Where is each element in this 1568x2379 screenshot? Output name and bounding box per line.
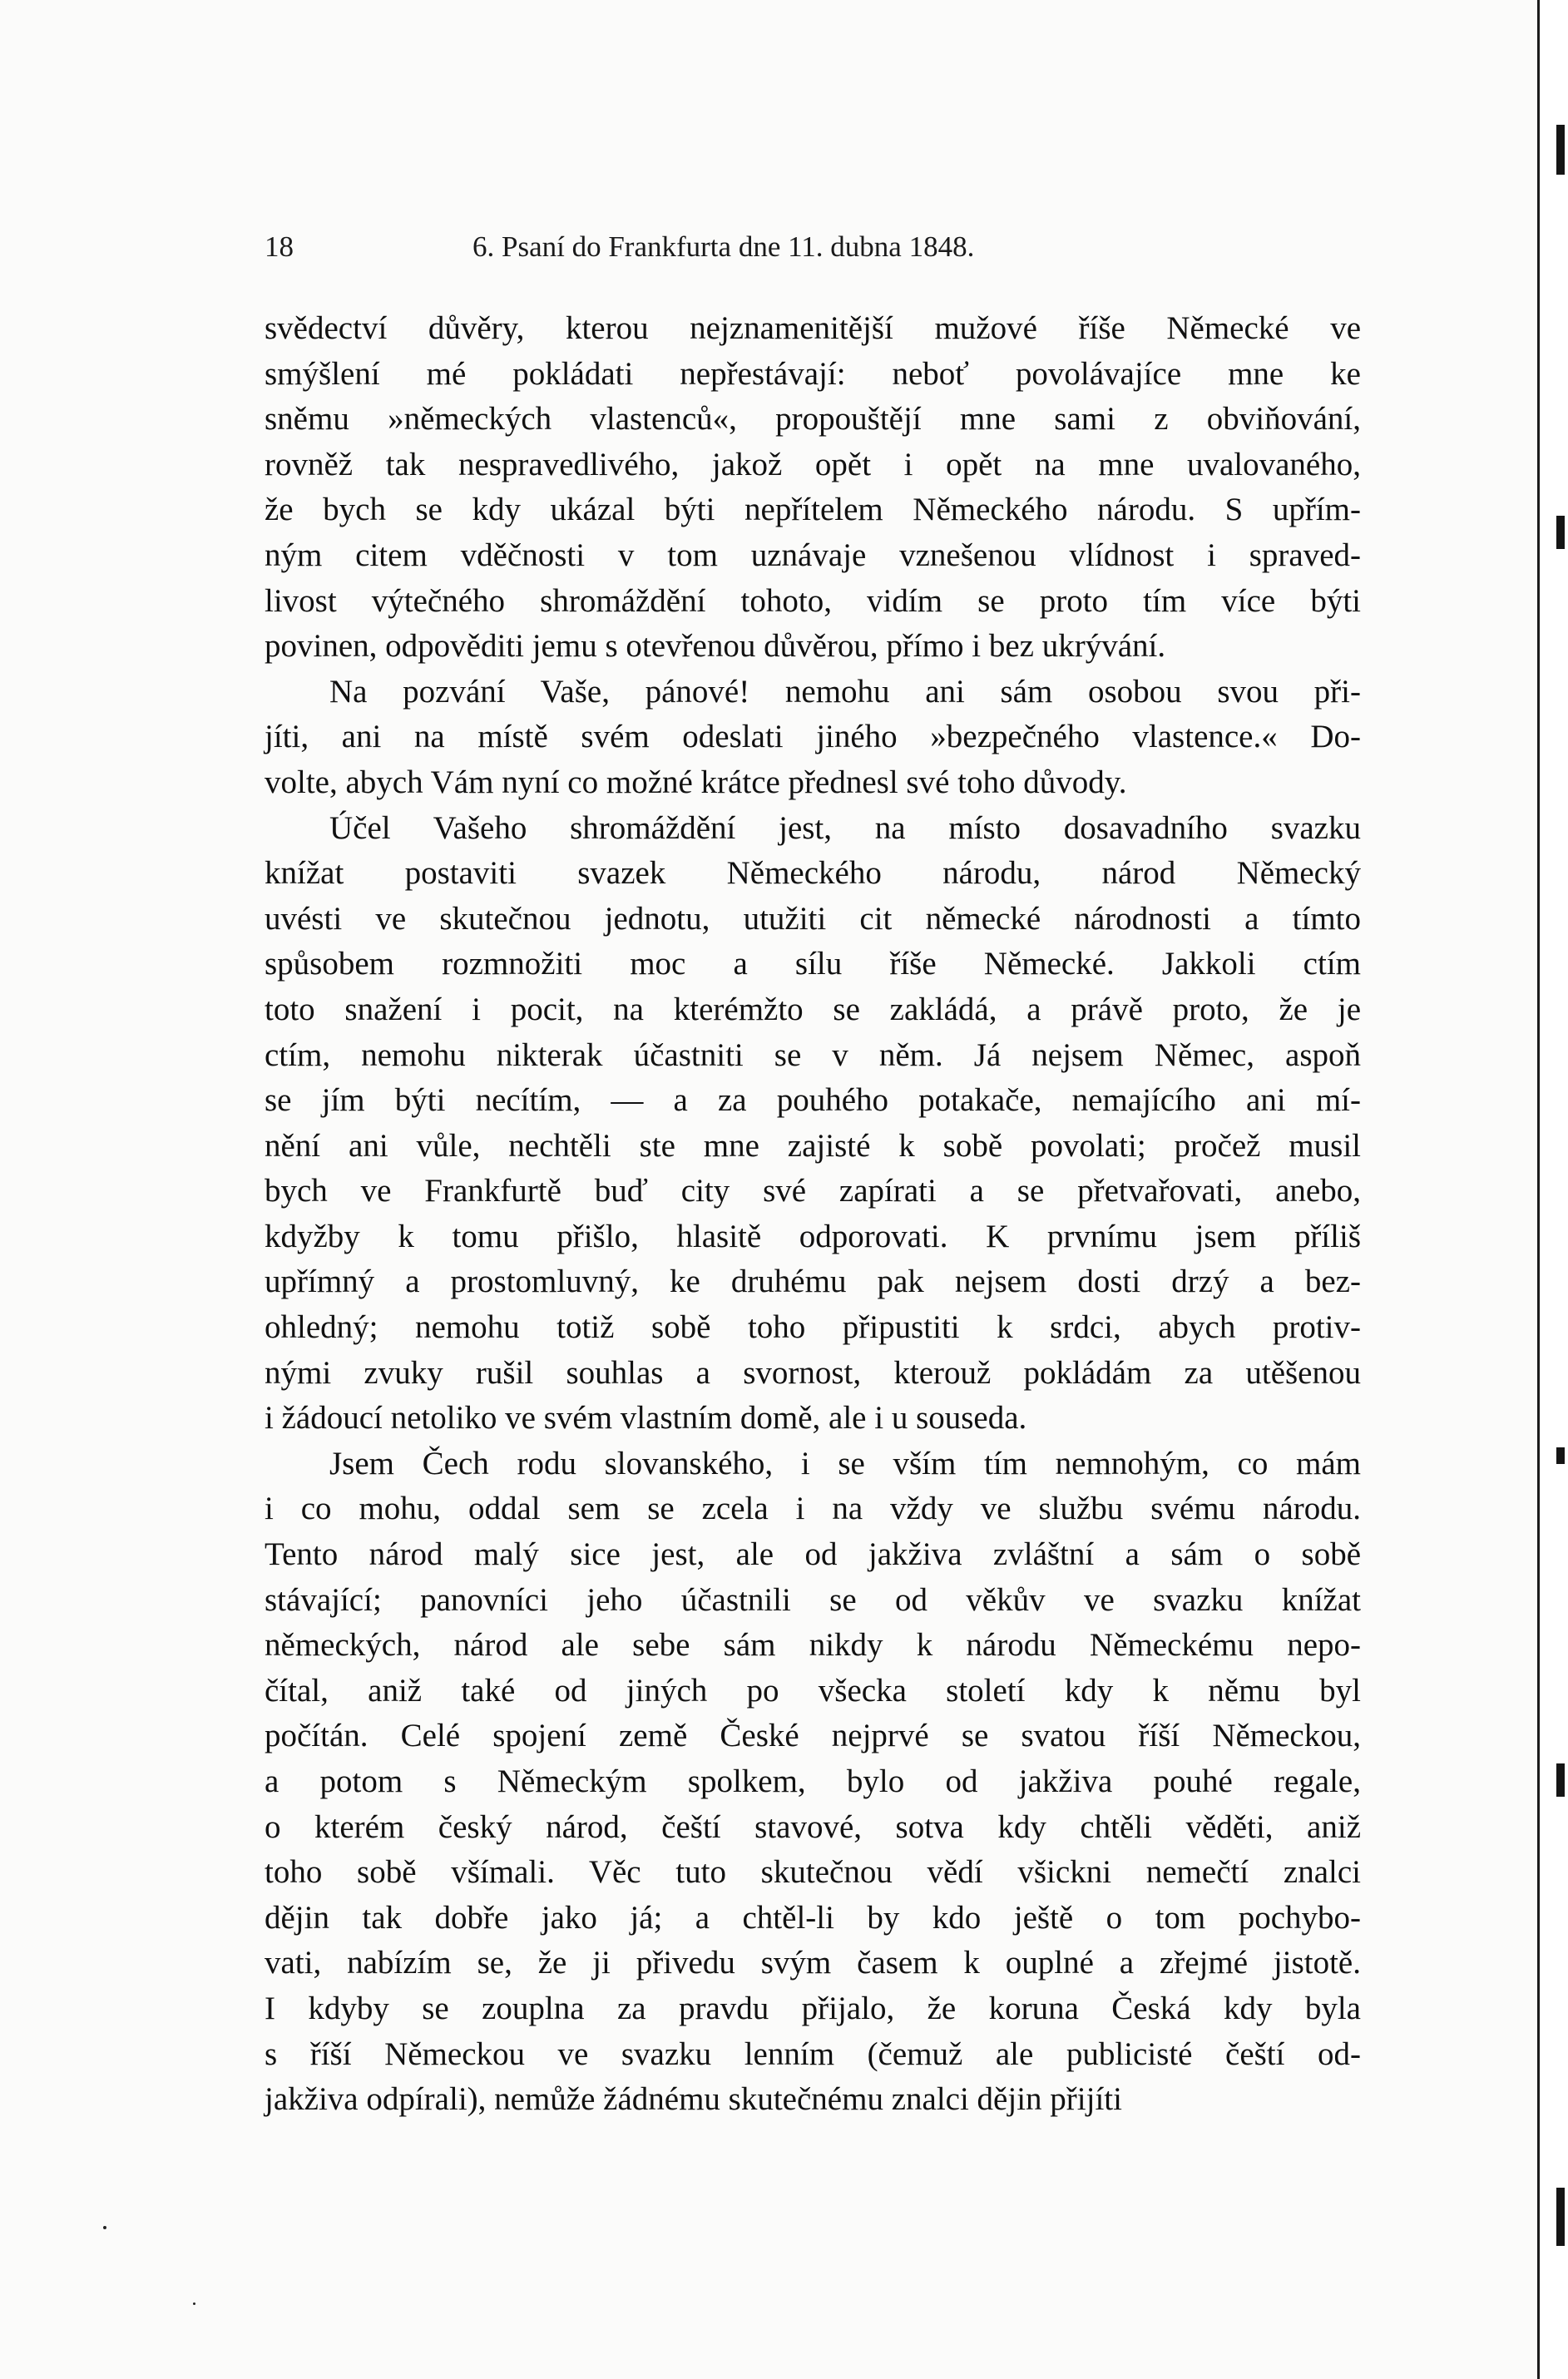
text-line: Na pozvání Vaše, pánové! nemohu ani sám osobou svou při- (329, 673, 1361, 710)
text-line: uvésti ve skutečnou jednotu, utužiti cit německé národnosti a tímto (265, 900, 1361, 937)
edge-mark (1556, 516, 1565, 549)
text-line: ohledný; nemohu totiž sobě toho připustiti k srdci, abych protiv- (265, 1309, 1361, 1346)
text-line: livost výtečného shromáždění tohoto, vidím se proto tím více býti (265, 582, 1361, 619)
paragraph (265, 306, 1361, 670)
text-line: počítán. Celé spojení země České nejprvé se svatou říší Německou, (265, 1718, 1361, 1754)
text-line: s říší Německou ve svazku lenním (čemuž ale publicisté čeští od- (265, 2035, 1361, 2072)
paragraph (265, 670, 1361, 806)
text-line: dějin tak dobře jako já; a chtěl-li by kdo ještě o tom pochybo- (265, 1899, 1361, 1936)
text-line: se jím býti necítím, — a za pouhého potakače, nemajícího ani mí- (265, 1082, 1361, 1119)
edge-mark (1556, 1447, 1565, 1464)
text-line: toto snažení i pocit, na kterémžto se zakládá, a právě proto, že je (265, 991, 1361, 1027)
text-line: sněmu »německých vlastenců«, propouštějí mne sami z obviňování, (265, 401, 1361, 438)
running-head (265, 230, 1146, 272)
speck (103, 2226, 106, 2229)
text-line: čítal, aniž také od jiných po všecka století kdy k němu byl (265, 1672, 1361, 1709)
text-line: ctím, nemohu nikterak účastniti se v něm. Já nejsem Němec, aspoň (265, 1036, 1361, 1073)
text-line: knížat postaviti svazek Německého národu, národ Německý (265, 855, 1361, 892)
text-line: I kdyby se zouplna za pravdu přijalo, že koruna Česká kdy byla (265, 1990, 1361, 2026)
text-line: toho sobě všímali. Věc tuto skutečnou vědí všickni nemečtí znalci (265, 1854, 1361, 1891)
text-line: jíti, ani na místě svém odeslati jiného »bezpečného vlastence.« Do- (265, 719, 1361, 755)
text-line: vati, nabízím se, že ji přivedu svým časem k ouplné a zřejmé jistotě. (265, 1945, 1361, 1981)
paragraph (265, 1442, 1361, 2123)
chapter-title: 6. Psaní do Frankfurta dne 11. dubna 1848. (472, 230, 975, 263)
page-number: 18 (265, 230, 294, 263)
text-line: Účel Vašeho shromáždění jest, na místo dosavadního svazku (329, 809, 1361, 846)
text-line: i žádoucí netoliko ve svém vlastním domě, ale i u souseda. (265, 1400, 1027, 1437)
edge-mark (1556, 125, 1565, 175)
text-line: spůsobem rozmnožiti moc a sílu říše Německé. Jakkoli ctím (265, 946, 1361, 982)
text-line: svědectví důvěry, kterou nejznamenitější mužové říše Německé ve (265, 310, 1361, 346)
text-line: bych ve Frankfurtě buď city své zapírati a se přetvařovati, anebo, (265, 1173, 1361, 1209)
text-line: upřímný a prostomluvný, ke druhému pak nejsem dosti drzý a bez- (265, 1264, 1361, 1300)
text-line: o kterém český národ, čeští stavové, sotva kdy chtěli věděti, aniž (265, 1808, 1361, 1845)
body-text (265, 306, 1361, 2123)
text-line: a potom s Německým spolkem, bylo od jakživa pouhé regale, (265, 1763, 1361, 1799)
text-line: jakživa odpírali), nemůže žádnému skutečnému znalci dějin přijíti (265, 2081, 1122, 2118)
text-line: rovněž tak nespravedlivého, jakož opět i opět na mne uvalovaného, (265, 446, 1361, 482)
text-line: smýšlení mé pokládati nepřestávají: neboť povolávajíce mne ke (265, 355, 1361, 392)
text-line: volte, abych Vám nyní co možné krátce přednesl své toho důvody. (265, 764, 1127, 800)
text-line: povinen, odpověditi jemu s otevřenou důvěrou, přímo i bez ukrývání. (265, 628, 1166, 665)
page-binding-edge (1537, 0, 1568, 2379)
text-line: i co mohu, oddal sem se zcela i na vždy ve službu svému národu. (265, 1491, 1361, 1527)
text-line: kdyžby k tomu přišlo, hlasitě odporovati. K prvnímu jsem příliš (265, 1218, 1361, 1254)
text-line: nými zvuky rušil souhlas a svornost, kterouž pokládám za utěšenou (265, 1354, 1361, 1391)
text-line: Tento národ malý sice jest, ale od jakživa zvláštní a sám o sobě (265, 1536, 1361, 1573)
edge-mark (1556, 1763, 1565, 1797)
text-line: nění ani vůle, nechtěli ste mne zajisté k sobě povolati; pročež musil (265, 1127, 1361, 1164)
text-line: že bych se kdy ukázal býti nepřítelem Německého národu. S upřím- (265, 492, 1361, 528)
text-line: německých, národ ale sebe sám nikdy k národu Německému nepo- (265, 1627, 1361, 1664)
speck (193, 2302, 195, 2305)
text-line: stávající; panovníci jeho účastnili se od věkův ve svazku knížat (265, 1581, 1361, 1618)
edge-mark (1556, 2188, 1565, 2246)
text-line: ným citem vděčnosti v tom uznávaje vznešenou vlídnost i spraved- (265, 537, 1361, 573)
text-line: Jsem Čech rodu slovanského, i se vším tím nemnohým, co mám (329, 1445, 1361, 1481)
paragraph (265, 806, 1361, 1442)
